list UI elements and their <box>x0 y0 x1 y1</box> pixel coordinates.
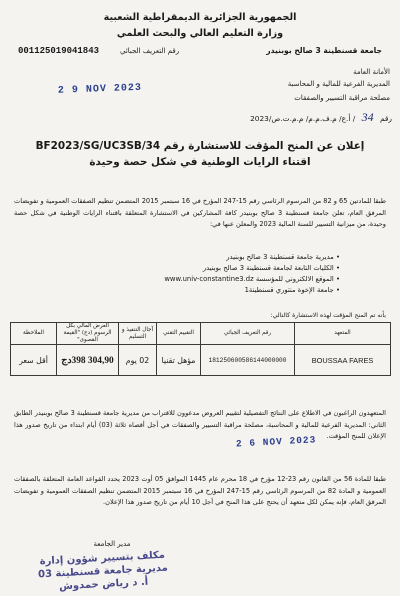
republic-heading: الجمهورية الجزائرية الديمقراطية الشعبية <box>103 12 297 23</box>
col-nif: رقم التعريف الجبائي <box>201 323 295 345</box>
announcement-subtitle: اقتناء الرايات الوطنية في شكل حصة وحيدة <box>89 156 311 168</box>
publication-list <box>60 252 340 296</box>
col-remark: الملاحظة <box>11 323 57 345</box>
amount-cell: 304,90 398دج <box>57 345 119 376</box>
list-item: • الموقع الالكتروني للمؤسسة www.univ-constantine3.dz <box>164 275 340 283</box>
bidder-cell: BOUSSAA FARES <box>295 345 391 376</box>
table-caption: بأنه تم المنح المؤقت لهذه الاستشارة كالتالي: <box>270 312 386 319</box>
signatory-title: مدير الجامعة <box>93 540 131 548</box>
remark-cell: أقل سعر <box>11 345 57 376</box>
nif-number: 001125019041843 <box>18 46 100 56</box>
col-bidder: المتعهد <box>295 323 391 345</box>
col-technical: التقييم التقني <box>157 323 201 345</box>
announcement-title: إعلان عن المنح المؤقت للاستشارة رقم BF2023/SG/UC3SB/34 <box>35 140 365 152</box>
reference-line <box>8 110 392 124</box>
list-item: • الكليات التابعة لجامعة قسنطينة 3 صالح بوبنيدر <box>202 264 340 272</box>
signature-seal: مكلف بتسيير شؤون إدارة مديرية جامعة قسنطينة 03 أ. د رياض حمدوش <box>37 549 169 593</box>
list-item: • جامعة الإخوة منتوري قسنطينة1 <box>244 286 340 294</box>
sub-directorate: المديرية الفرعية للمالية و المحاسبة <box>287 80 390 88</box>
ref-suffix: / أ.ع/ م.ف.م.م/ م.م.ت.ص/2023 <box>250 114 356 123</box>
date-stamp-2: 2 6 NOV 2023 <box>235 434 317 450</box>
col-delay: آجال التنفيذ و التسليم <box>119 323 157 345</box>
list-item: • مديرية جامعة قسنطينة 3 صالح بوبنيدر <box>226 253 340 261</box>
table-header-row <box>11 323 391 345</box>
award-table <box>10 322 391 376</box>
appeal-paragraph: طبقا للمادة 56 من القانون رقم 23-12 مؤرخ في 18 محرم عام 1445 الموافق 05 أوت 2023 يحدد القواعد العامة المتعلقة بالصفقات العمومية و المادة 82 من المرسوم الرئاسي رقم 15-247 المؤرخ في 16 سبتمبر 2015 المتضمن تنظيم الصفقات العمومية و تفويضات المرفق العام، فإنه يمكن لكل متعهد أن يحتج على هذا المنح في أجل 10 أيام من تاريخ صدور هذا الإعلان. <box>14 475 387 507</box>
intro-paragraph: طبقا للمادتين 65 و 82 من المرسوم الرئاسي رقم 15-247 المؤرخ في 16 سبتمبر 2015 المتضمن تنظيم الصفقات العمومية و تفويضات المرفق العام، تعلن جامعة قسنطينة 3 صالح بوبنيدر كافة المشاركين في الاستشارة المتعلقة باقتناء الرايات الوطنية في شكل حصة وحيدة، من ميزانية التسيير للسنة المالية 2023 والمعلن عنها في: <box>14 197 387 229</box>
ref-number: 34 <box>361 110 374 124</box>
nif-cell: 181250600586144000000 <box>201 345 295 376</box>
general-secretariat: الأمانة العامة <box>353 68 390 76</box>
results-paragraph: المتعهدون الراغبون في الاطلاع على النتائج التفصيلية لتقييم العروض مدعوون للاقتراب من مديرية جامعة قسنطينة 3 صالح بوبنيدر الطابق الثاني: المديرية الفرعية للمالية و المحاسبة، مصلحة مراقبة التسيير والصفقات في أجل أقصاه ثلاثة (03) أيام ابتداء من تاريخ صدور هذا الإعلان للمنح المؤقت. <box>14 409 386 441</box>
col-amount: العرض المالي بكل الرسوم (دج) "القيمة القصوى" <box>57 323 119 345</box>
delay-cell: 02 يوم <box>119 345 157 376</box>
ref-prefix: رقم <box>379 114 392 123</box>
technical-cell: مؤهل تقنيا <box>157 345 201 376</box>
nif-row <box>8 46 392 60</box>
date-stamp: 2 9 NOV 2023 <box>57 82 143 97</box>
service-name: مصلحة مراقبة التسيير والصفقات <box>294 94 390 102</box>
university-name: جامعة قسنطينة 3 صالح بوبنيدر <box>266 46 382 55</box>
ministry-heading: وزارة التعليم العالي والبحث العلمي <box>116 28 284 39</box>
table-row <box>11 345 391 376</box>
nif-label: رقم التعريف الجبائي <box>120 47 180 55</box>
